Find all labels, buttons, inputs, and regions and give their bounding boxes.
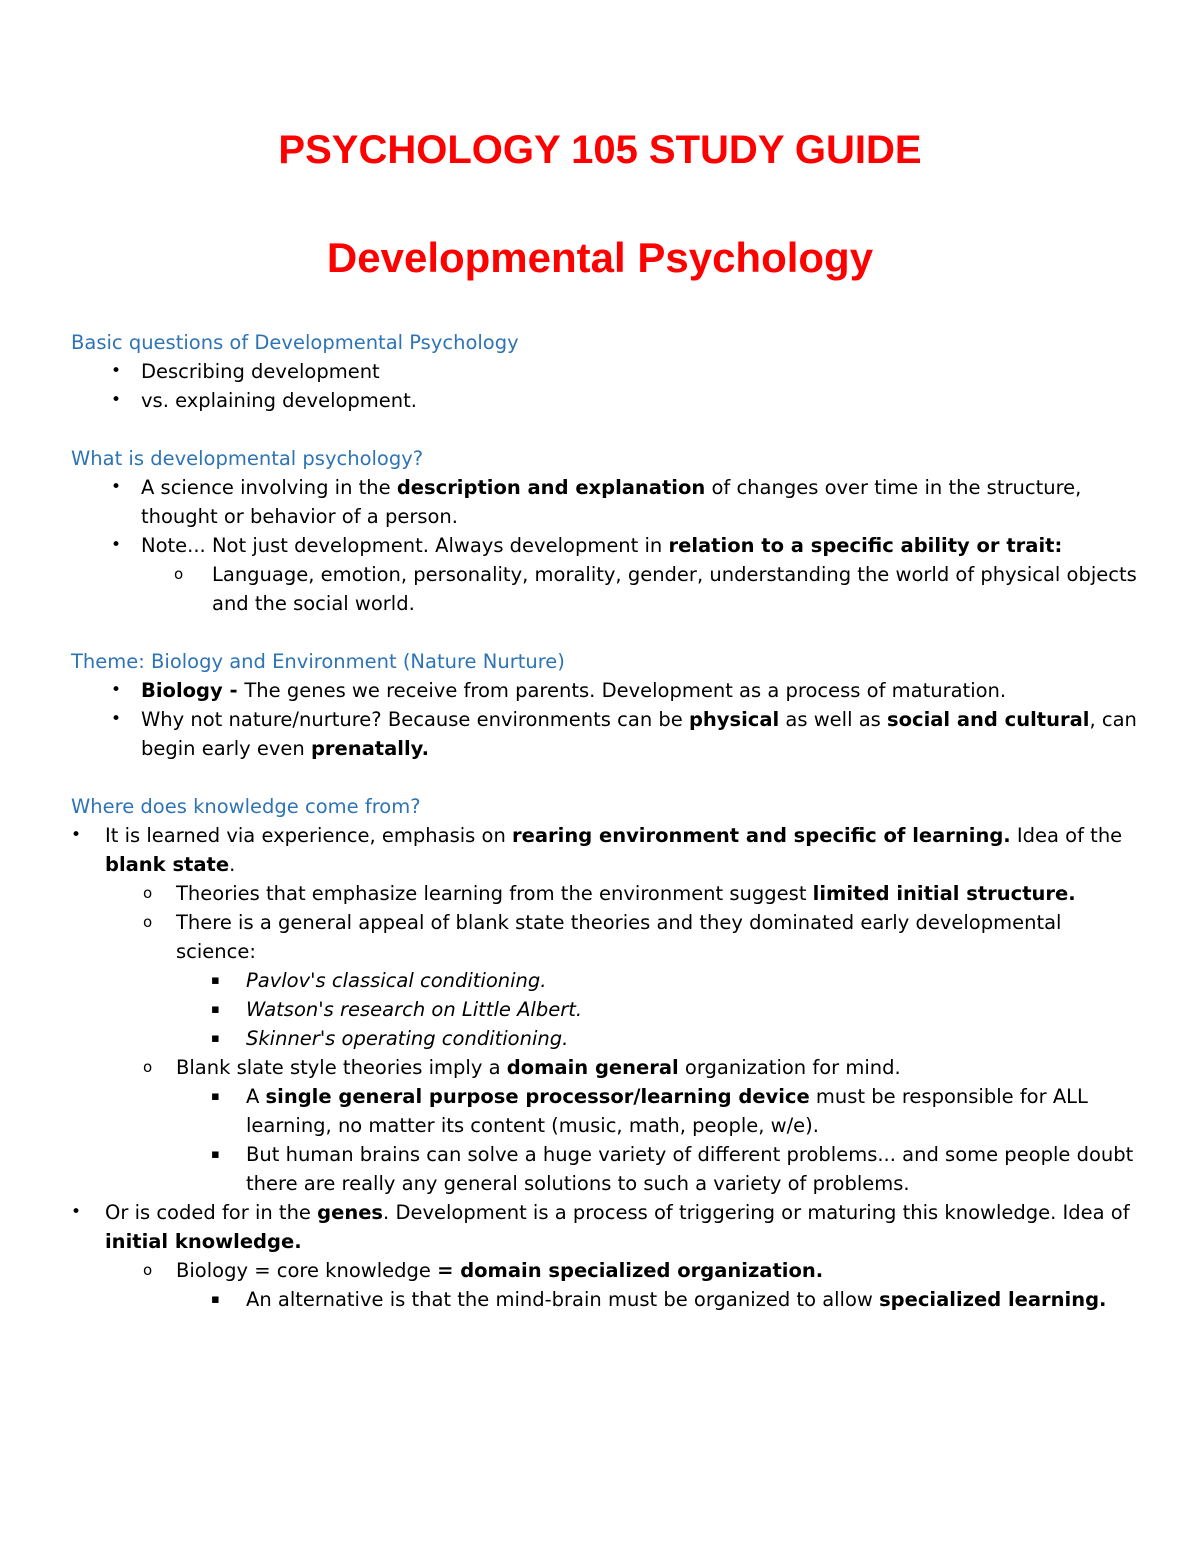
item-text: The genes we receive from parents. Development as a process of maturation. xyxy=(244,679,1007,702)
bold-text: domain general xyxy=(506,1056,679,1079)
bold-text: relation to a specific ability or trait: xyxy=(668,534,1063,557)
bullet-circle: o xyxy=(143,1058,153,1076)
bullet-disc: • xyxy=(111,390,122,410)
document-body xyxy=(71,328,1141,1343)
bullet-disc: • xyxy=(111,535,122,555)
bold-text: prenatally. xyxy=(310,737,429,760)
bold-text: description and explanation xyxy=(396,476,706,499)
item-text: , can begin early even xyxy=(141,708,1137,760)
section-heading: Theme: Biology and Environment (Nature Nurture) xyxy=(71,650,565,673)
bullet-disc: • xyxy=(71,1202,82,1222)
document-title: PSYCHOLOGY 105 STUDY GUIDE xyxy=(278,128,922,172)
item-text: Language, emotion, personality, morality, gender, understanding the world of physical objects and the social world. xyxy=(212,563,1137,615)
item-text: Theories that emphasize learning from the environment suggest xyxy=(176,882,813,905)
bullet-square: ▪ xyxy=(211,1031,220,1046)
item-text: Describing development xyxy=(141,360,380,383)
bullet-square: ▪ xyxy=(211,1002,220,1017)
bullet-square: ▪ xyxy=(211,1292,220,1307)
item-text: as well as xyxy=(779,708,888,731)
list-item xyxy=(71,1285,1141,1314)
list-item xyxy=(71,1198,1141,1256)
bullet-disc: • xyxy=(111,680,122,700)
bold-text: specialized learning. xyxy=(879,1288,1107,1311)
item-text: Note... Not just development. Always development in xyxy=(141,534,669,557)
item-text: Or is coded for in the xyxy=(105,1201,318,1224)
item-text: A xyxy=(246,1085,266,1108)
bullet-disc: • xyxy=(111,361,122,381)
item-text: A science involving in the xyxy=(141,476,397,499)
bullet-square: ▪ xyxy=(211,1089,220,1104)
list-item xyxy=(71,473,1141,531)
bullet-square: ▪ xyxy=(211,1147,220,1162)
list-item xyxy=(71,821,1141,879)
italic-text: Pavlov's classical conditioning. xyxy=(246,969,547,992)
document-subtitle: Developmental Psychology xyxy=(326,234,874,281)
bold-text: initial knowledge. xyxy=(105,1230,302,1253)
bold-text: rearing environment and specific of learning. xyxy=(512,824,1011,847)
italic-text: Skinner's operating conditioning. xyxy=(246,1027,569,1050)
bold-text: physical xyxy=(688,708,780,731)
bullet-circle: o xyxy=(143,1261,153,1279)
item-text: . xyxy=(229,853,236,876)
list-item xyxy=(71,966,1141,995)
item-text: But human brains can solve a huge variety of different problems... and some people doubt there are really any general solutions to such a variety of problems. xyxy=(246,1143,1134,1195)
list-item xyxy=(71,1140,1141,1198)
bullet-square: ▪ xyxy=(211,973,220,988)
bold-text: = domain specialized organization. xyxy=(437,1259,824,1282)
bold-text: limited initial structure. xyxy=(812,882,1076,905)
list-item xyxy=(71,357,1141,386)
list-item xyxy=(71,995,1141,1024)
item-text: There is a general appeal of blank state theories and they dominated early developmental science: xyxy=(176,911,1062,963)
list-item xyxy=(71,560,1141,618)
bullet-disc: • xyxy=(71,825,82,845)
item-text: of changes over time in the structure, thought or behavior of a person. xyxy=(141,476,1082,528)
bold-text: blank state xyxy=(105,853,230,876)
list-item xyxy=(71,1024,1141,1053)
section-knowledge xyxy=(71,792,1141,1314)
list-item xyxy=(71,676,1141,705)
item-text: vs. explaining development. xyxy=(141,389,417,412)
section-heading: What is developmental psychology? xyxy=(71,447,424,470)
item-text: An alternative is that the mind-brain must be organized to allow xyxy=(246,1288,880,1311)
item-text: Why not nature/nurture? Because environments can be xyxy=(141,708,689,731)
item-text: must be responsible for ALL learning, no matter its content (music, math, people, w/e). xyxy=(246,1085,1088,1137)
bullet-disc: • xyxy=(111,477,122,497)
bullet-circle: o xyxy=(143,913,153,931)
item-text: . Development is a process of triggering or maturing this knowledge. Idea of xyxy=(383,1201,1130,1224)
bullet-disc: • xyxy=(111,709,122,729)
list-item xyxy=(71,386,1141,415)
italic-text: Watson's research on Little Albert. xyxy=(246,998,583,1021)
item-text: Biology = core knowledge xyxy=(176,1259,438,1282)
list-item xyxy=(71,908,1141,966)
bullet-circle: o xyxy=(143,884,153,902)
section-what-is xyxy=(71,444,1141,618)
section-heading: Basic questions of Developmental Psychology xyxy=(71,331,519,354)
item-text: It is learned via experience, emphasis on xyxy=(105,824,513,847)
list-item xyxy=(71,879,1141,908)
list-item xyxy=(71,1256,1141,1285)
item-text: Idea of the xyxy=(1010,824,1123,847)
list-item xyxy=(71,531,1141,560)
list-item xyxy=(71,1082,1141,1140)
list-item xyxy=(71,705,1141,763)
list-item xyxy=(71,1053,1141,1082)
item-text: Blank slate style theories imply a xyxy=(176,1056,507,1079)
bold-text: single general purpose processor/learning device xyxy=(265,1085,810,1108)
bold-text: social and cultural xyxy=(887,708,1090,731)
bold-text: Biology - xyxy=(141,679,245,702)
bullet-circle: o xyxy=(174,565,184,583)
section-heading: Where does knowledge come from? xyxy=(71,795,421,818)
section-theme xyxy=(71,647,1141,763)
bold-text: genes xyxy=(317,1201,384,1224)
section-basic-questions xyxy=(71,328,1141,415)
item-text: organization for mind. xyxy=(678,1056,901,1079)
